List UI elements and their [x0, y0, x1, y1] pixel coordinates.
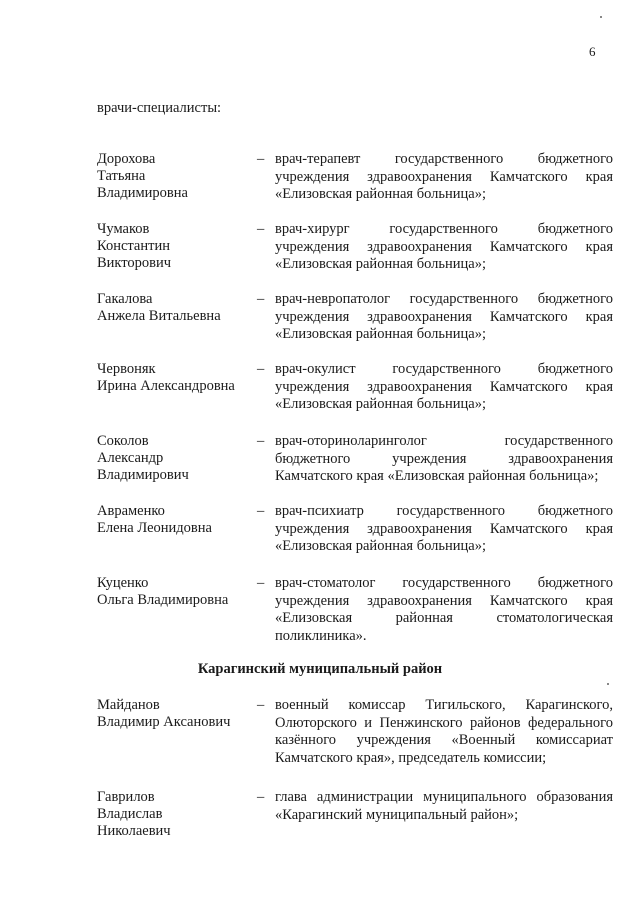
member-name-line: Владислав: [97, 806, 163, 822]
member-name: [97, 151, 247, 202]
dash-separator: –: [257, 789, 265, 805]
member-name-line: Владимировна: [97, 185, 188, 201]
member-name-line: Елена Леонидовна: [97, 520, 212, 536]
member-position: врач-невропатолог государственного бюджетного учреждения здравоохранения Камчатского края «Елизовская районная больница»;: [275, 291, 613, 342]
member-name-line: Николаевич: [97, 823, 171, 839]
member-name-line: Владимир Аксанович: [97, 714, 231, 730]
member-name-line: Константин: [97, 238, 170, 254]
dash-separator: –: [257, 433, 265, 449]
member-position: военный комиссар Тигильского, Карагинского, Олюторского и Пенжинского районов федерального казённого учреждения «Военный комиссариат Камчатского края», председатель комиссии;: [275, 697, 613, 766]
member-position: врач-оториноларинголог государственного бюджетного учреждения здравоохранения Камчатского края «Елизовская районная больница»;: [275, 433, 613, 484]
member-name-line: Червоняк: [97, 361, 156, 377]
member-name: [97, 789, 247, 840]
member-name: [97, 503, 247, 537]
member-name-line: Владимирович: [97, 467, 189, 483]
member-position: врач-терапевт государственного бюджетного учреждения здравоохранения Камчатского края «Елизовская районная больница»;: [275, 151, 613, 202]
member-name: [97, 291, 247, 325]
member-name-line: Соколов: [97, 433, 149, 449]
section-title: Карагинский муниципальный район: [197, 661, 443, 677]
scan-mark: [600, 16, 602, 18]
member-name-line: Чумаков: [97, 221, 150, 237]
member-name: [97, 361, 247, 395]
scan-mark: [607, 683, 609, 685]
member-position: врач-стоматолог государственного бюджетного учреждения здравоохранения Камчатского края «Елизовская районная стоматологическая поликлиника».: [275, 575, 613, 644]
member-position: врач-окулист государственного бюджетного учреждения здравоохранения Камчатского края «Елизовская районная больница»;: [275, 361, 613, 412]
member-name-line: Майданов: [97, 697, 160, 713]
member-name-line: Дорохова: [97, 151, 156, 167]
member-position: врач-психиатр государственного бюджетного учреждения здравоохранения Камчатского края «Елизовская районная больница»;: [275, 503, 613, 554]
intro-heading: врачи-специалисты:: [97, 100, 222, 116]
dash-separator: –: [257, 361, 265, 377]
member-name: [97, 697, 247, 731]
member-position: глава администрации муниципального образования «Карагинский муниципальный район»;: [275, 789, 613, 823]
member-name-line: Викторович: [97, 255, 172, 271]
dash-separator: –: [257, 221, 265, 237]
member-name-line: Куценко: [97, 575, 149, 591]
dash-separator: –: [257, 575, 265, 591]
dash-separator: –: [257, 151, 265, 167]
page-number: 6: [589, 44, 596, 59]
member-name: [97, 575, 247, 609]
member-name: [97, 433, 247, 484]
member-name-line: Гакалова: [97, 291, 153, 307]
member-name-line: Гаврилов: [97, 789, 155, 805]
dash-separator: –: [257, 697, 265, 713]
member-name-line: Анжела Витальевна: [97, 308, 221, 324]
member-name: [97, 221, 247, 272]
member-name-line: Александр: [97, 450, 164, 466]
member-name-line: Авраменко: [97, 503, 165, 519]
member-name-line: Татьяна: [97, 168, 146, 184]
dash-separator: –: [257, 291, 265, 307]
member-name-line: Ольга Владимировна: [97, 592, 229, 608]
member-position: врач-хирург государственного бюджетного учреждения здравоохранения Камчатского края «Елизовская районная больница»;: [275, 221, 613, 272]
member-name-line: Ирина Александровна: [97, 378, 235, 394]
dash-separator: –: [257, 503, 265, 519]
